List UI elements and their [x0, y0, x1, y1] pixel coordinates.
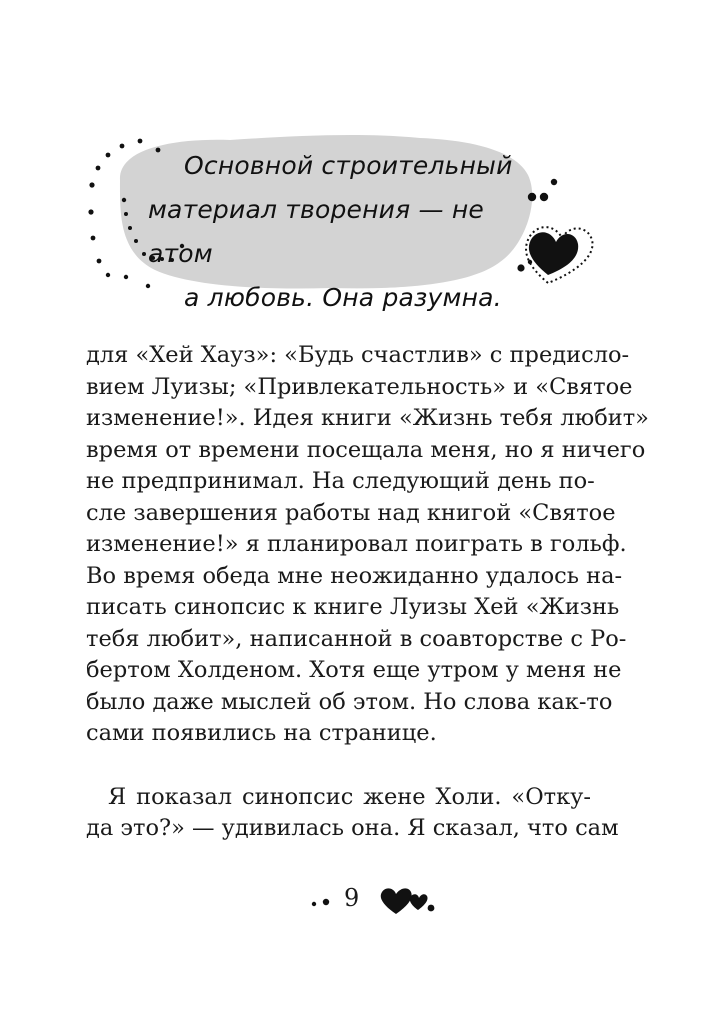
- callout-line-2: материал творения — не атом: [148, 195, 484, 268]
- text-line: сами появились на странице.: [86, 720, 437, 746]
- text-line: не предпринимал. На следующий день по-: [86, 468, 595, 494]
- text-line: было даже мыслей об этом. Но слова как-то: [86, 688, 613, 715]
- text-line: изменение!» я планировал поиграть в гольф.: [86, 531, 627, 557]
- text-line: писать синопсис к книге Луизы Хей «Жизнь: [86, 594, 620, 620]
- callout-line-1: Основной строительный: [184, 151, 513, 180]
- page-number: 9: [344, 884, 360, 912]
- heart-icon: [410, 894, 428, 910]
- text-line: Я показал синопсис жене Холи. «Отку-: [108, 783, 591, 810]
- text-line: тебя любит», написанной в соавторстве с Ро-: [86, 625, 627, 652]
- text-line: для «Хей Хауз»: «Будь счастлив» с предисло-: [86, 342, 630, 368]
- text-line: сле завершения работы над книгой «Святое: [86, 499, 616, 526]
- callout-text: [140, 144, 520, 320]
- heart-icon: [381, 888, 412, 914]
- paragraph-1: [86, 340, 649, 750]
- text-line: бертом Холденом. Хотя еще утром у меня не: [86, 657, 622, 683]
- text-line: изменение!». Идея книги «Жизнь тебя любит»: [86, 405, 649, 431]
- paragraph-2: [86, 782, 619, 845]
- text-line: вием Луизы; «Привлекательность» и «Святое: [86, 373, 633, 400]
- text-line: Во время обеда мне неожиданно удалось на-: [86, 562, 623, 589]
- heart-icon: [529, 232, 578, 275]
- text-line: да это?» — удивилась она. Я сказал, что сам: [86, 815, 619, 841]
- page-footer: [0, 880, 709, 920]
- body-text: [86, 340, 649, 845]
- text-line: время от времени посещала меня, но я ничего: [86, 436, 646, 463]
- quote-callout: [0, 0, 709, 320]
- callout-line-3: а любовь. Она разумна.: [184, 283, 502, 312]
